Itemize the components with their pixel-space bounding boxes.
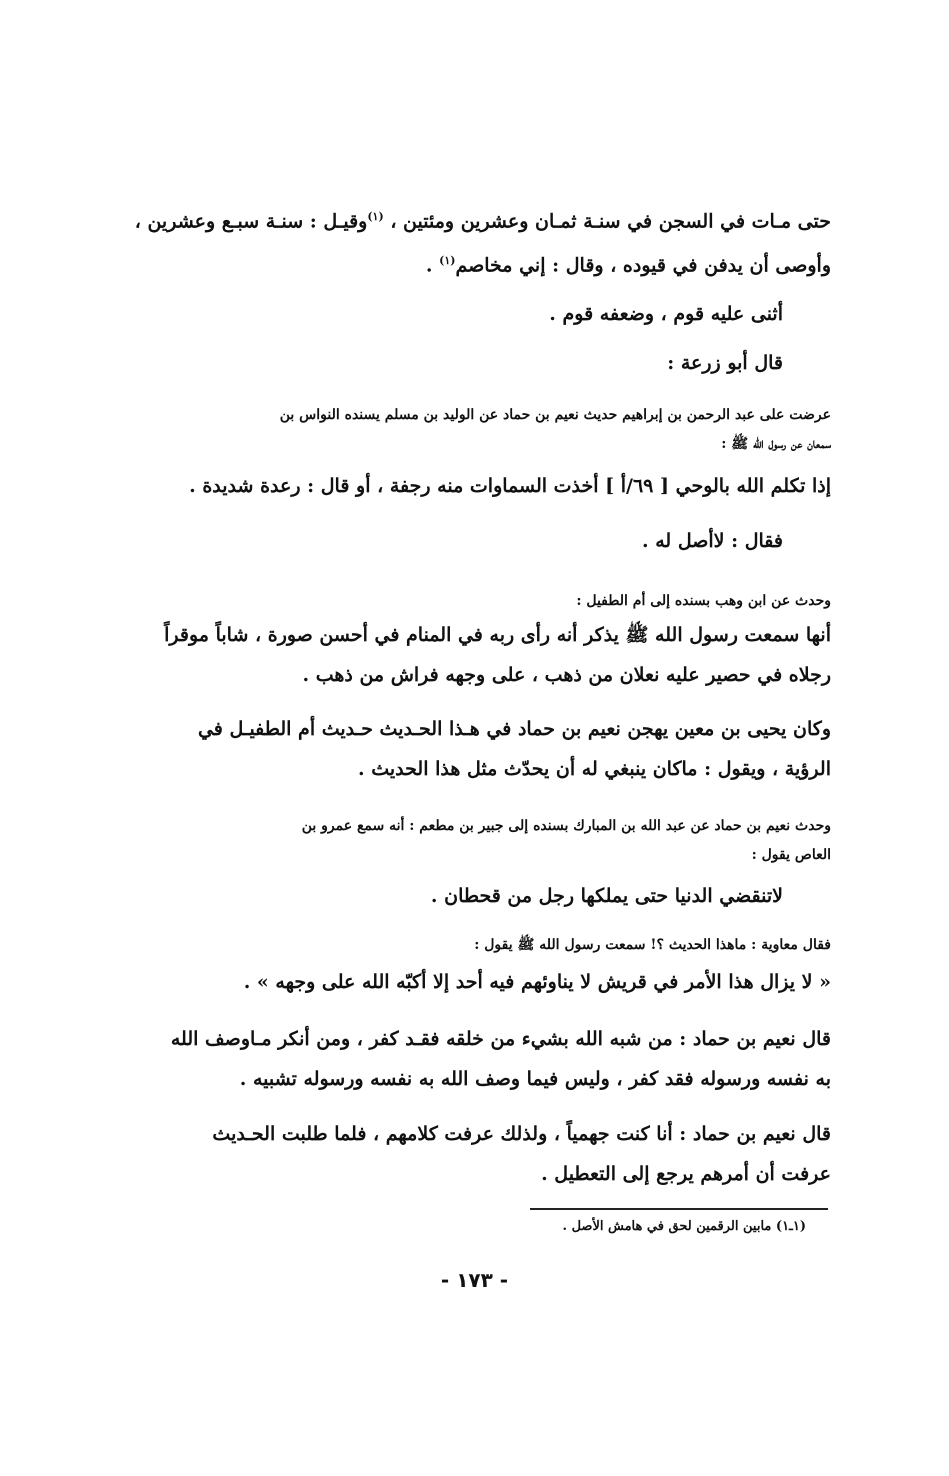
paragraph-yahya [141, 709, 831, 789]
hadith-quote-1 [141, 466, 831, 506]
footnote: (١ـ١) مابين الرقمين لحق في هامش الأصل . [562, 1219, 806, 1234]
page-number: - ١٧٣ - [440, 1268, 509, 1292]
paragraph-praise [141, 294, 831, 334]
paragraph-nuaym-likening [141, 1019, 831, 1099]
narration-line: سمعان عن رسول الله ﷺ : [721, 436, 831, 452]
narration-line: العاص يقول : [751, 847, 831, 863]
paragraph-no-basis [141, 521, 831, 561]
footnote-marker: (١) [367, 210, 384, 223]
paragraph-nuaym-jahmi [141, 1114, 831, 1194]
narration-chain-1 [141, 401, 831, 459]
narration-chain-4 [141, 931, 831, 960]
paragraph-line: قال نعيم بن حماد : من شبه الله بشيء من خلقه فقـد كفر ، ومن أنكر مـاوصف الله [170, 1028, 831, 1050]
quote-line: لاتنقضي الدنيا حتى يملكها رجل من قحطان . [430, 885, 783, 907]
footnote-marker: (١) [439, 254, 456, 268]
narration-line: وحدث عن ابن وهب بسنده إلى أم الطفيل : [576, 593, 831, 609]
paragraph-line [134, 197, 831, 241]
footnote-separator [530, 1208, 828, 1210]
paragraph-line: به نفسه ورسوله فقد كفر ، وليس فيما وصف الله به نفسه ورسوله تشبيه . [239, 1068, 831, 1090]
quote-line: رجلاه في حصير عليه نعلان من ذهب ، على وجهه فراش من ذهب . [302, 664, 831, 686]
paragraph-death [134, 197, 831, 286]
paragraph-line: أثنى عليه قوم ، وضعفه قوم . [549, 303, 783, 325]
text-segment: . [425, 254, 440, 277]
hadith-quote-3 [141, 876, 831, 916]
paragraph-line: عرفت أن أمرهم يرجع إلى التعطيل . [541, 1163, 831, 1185]
narration-chain-3 [141, 812, 831, 870]
text-segment: وقيـل : سنـة سبـع وعشرين ، [134, 210, 368, 233]
quote-line: إذا تكلم الله بالوحي [ ٦٩/أ ] أخذت السماوات منه رجفة ، أو قال : رعدة شديدة . [189, 475, 831, 497]
paragraph-line [141, 241, 831, 285]
paragraph-line: وكان يحيى بن معين يهجن نعيم بن حماد في هـذا الحـديث حـديث أم الطفيـل في [197, 718, 831, 740]
narration-chain-2 [141, 587, 831, 616]
text-segment: حتى مـات في السجن في سنـة ثمـان وعشرين ومئتين ، [390, 210, 831, 233]
paragraph-line: فقال : لاأصل له . [642, 530, 783, 552]
hadith-quote-4 [141, 962, 831, 1002]
quote-line: أنها سمعت رسول الله ﷺ يذكر أنه رأى ربه في المنام في أحسن صورة ، شاباً موقراً [164, 624, 831, 646]
paragraph-line: قال أبو زرعة : [667, 352, 783, 374]
paragraph-line: الرؤية ، ويقول : ماكان ينبغي له أن يحدّث مثل هذا الحديث . [358, 758, 831, 780]
narration-line: عرضت على عبد الرحمن بن إبراهيم حديث نعيم بن حماد عن الوليد بن مسلم يسنده النواس بن [279, 407, 831, 423]
hadith-quote-2 [141, 615, 831, 695]
quote-line: « لا يزال هذا الأمر في قريش لا يناوئهم فيه أحد إلا أكبّه الله على وجهه » . [243, 971, 831, 993]
text-segment: وأوصى أن يدفن في قيوده ، وقال : إني مخاصم [455, 254, 831, 277]
narration-line: وحدث نعيم بن حماد عن عبد الله بن المبارك بسنده إلى جبير بن مطعم : أنه سمع عمرو بن [301, 818, 831, 834]
paragraph-line: قال نعيم بن حماد : أنا كنت جهمياً ، ولذلك عرفت كلامهم ، فلما طلبت الحـديث [212, 1123, 831, 1145]
paragraph-abu-zura [141, 343, 831, 383]
narration-line: فقال معاوية : ماهذا الحديث ؟! سمعت رسول الله ﷺ يقول : [474, 937, 831, 953]
